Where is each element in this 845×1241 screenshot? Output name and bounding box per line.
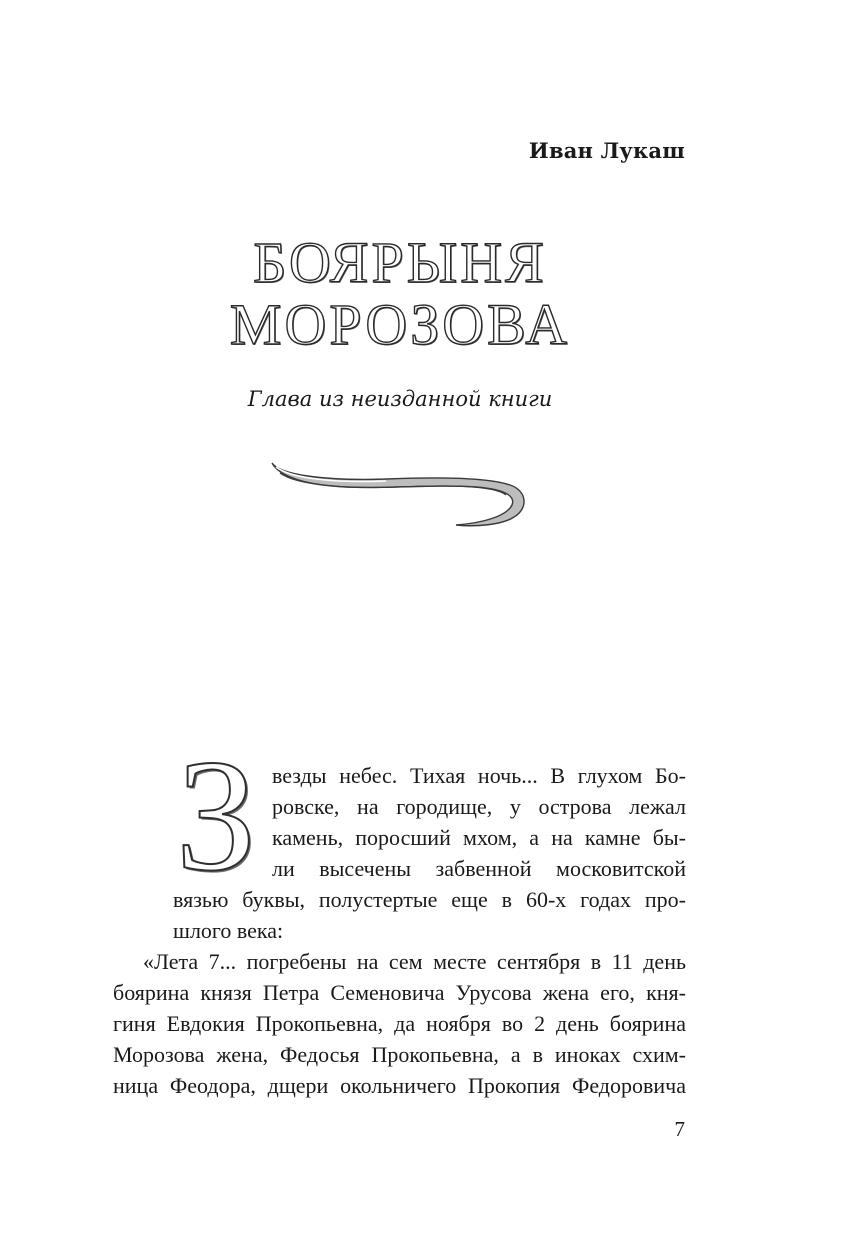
paragraph-line: камень, поросший мхом, а на камне бы- — [272, 825, 686, 850]
author-name: Иван Лукаш — [528, 138, 685, 163]
paragraph-line: Морозова жена, Федосья Прокопьевна, а в иноках схим- — [113, 1042, 686, 1067]
paragraph-line: «Лета 7... погребены на сем месте сентября в 11 день — [143, 949, 686, 974]
flourish-ornament — [266, 455, 530, 531]
paragraph-line: везды небес. Тихая ночь... В глухом Бо- — [272, 763, 686, 788]
chapter-title — [0, 232, 800, 356]
paragraph-line: ровске, на городище, у острова лежал — [272, 794, 686, 819]
paragraph-line: вязью буквы, полустертые еще в 60-х годах про- — [173, 887, 686, 912]
drop-cap: З — [175, 726, 257, 904]
paragraph-1 — [272, 760, 686, 884]
title-line-2: МОРОЗОВА — [229, 292, 571, 357]
paragraph-line: ница Феодора, дщери окольничего Прокопия Федоровича — [113, 1073, 686, 1098]
paragraph-1-continued — [173, 884, 686, 946]
chapter-subtitle: Глава из неизданной книги — [247, 387, 553, 411]
title-line-1: БОЯРЫНЯ — [253, 230, 547, 295]
paragraph-line: шлого века: — [173, 918, 284, 943]
paragraph-2 — [113, 946, 686, 1101]
page-number: 7 — [674, 1117, 685, 1141]
paragraph-line: ли высечены забвенной московитской — [272, 856, 686, 881]
paragraph-line: боярина князя Петра Семеновича Урусова жена его, кня- — [113, 980, 686, 1005]
paragraph-line: гиня Евдокия Прокопьевна, да ноября во 2 день боярина — [113, 1011, 686, 1036]
